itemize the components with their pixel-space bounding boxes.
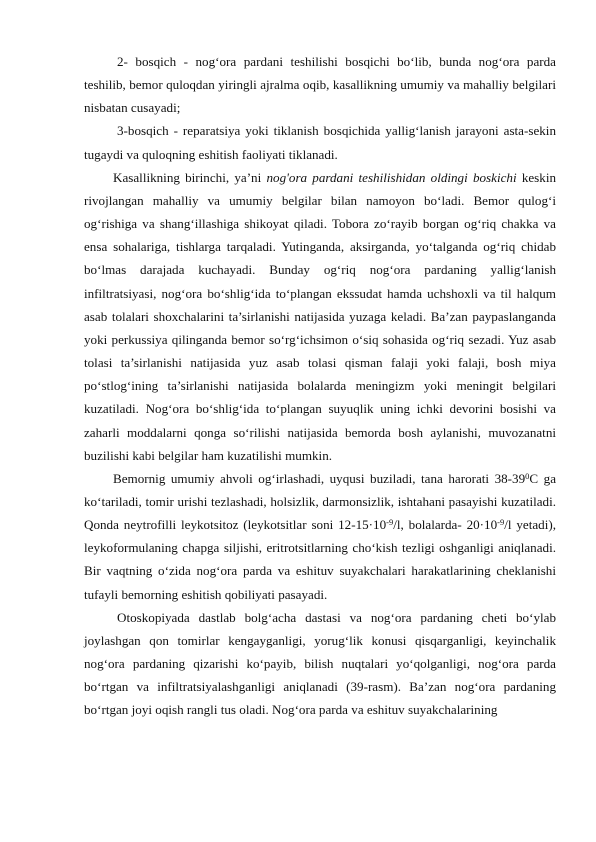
italic-term: nog'ora pardani teshilishidan oldingi boskichi <box>266 169 517 185</box>
paragraph-first-stage-symptoms <box>84 166 556 467</box>
document-page <box>84 50 556 722</box>
paragraph-stage-2: 2- bosqich - nog‘ora pardani teshilishi bosqichi bo‘lib, bunda nog‘ora parda teshilib, bemor quloqdan yiringli ajralma oqib, kasallikning umumiy va mahalliy belgilari nisbatan cusayadi; <box>84 54 556 116</box>
paragraph-otoscopy: Otoskopiyada dastlab bolg‘acha dastasi va nog‘ora pardaning cheti bo‘ylab joylashgan qon tomirlar kengayganligi, yorug‘lik konusi qisqarganligi, keyinchalik nog‘ora pardaning qizarishi ko‘payib, bilish nuqtalari yo‘qolganligi, nog‘ora parda bo‘rtgan va infiltratsiyalashganligi aniqlanadi (39-rasm). Ba’zan nog‘ora pardaning bo‘rtgan joyi oqish rangli tus oladi. Nog‘ora parda va eshituv suyakchalarining <box>84 609 556 718</box>
paragraph-text: Bemornig umumiy ahvoli og‘irlashadi, uyqusi buziladi, tana harorati 38-39 <box>113 470 526 486</box>
paragraph-text: /l yetadi), leykoformulaning chapga siljishi, eritrotsitlarning cho‘kish tezligi oshganligi aniqlanadi. Bir vaqtning o‘zida nog‘ora parda va eshituv suyakchalari harakatlarining cheklanishi tufayli bemorning eshitish qobiliyati pasayadi. <box>84 517 556 602</box>
paragraph-text: keskin rivojlangan mahalliy va umumiy belgilar bilan namoyon bo‘ladi. Bemor qulog‘i og‘rishiga va shang‘illashiga shikoyat qiladi. Tobora zo‘rayib borgan og‘riq chakka va ensa sohalariga, tishlarga tarqaladi. Yutinganda, aksirganda, yo‘talganda og‘riq chidab bo‘lmas darajada kuchayadi. Bunday og‘riq nog‘ora pardaning yallig‘lanish infiltratsiyasi, nog‘ora bo‘shlig‘ida to‘plangan ekssudat hamda uchshoxli va til halqum asab tolalari shoxchalarini ta’sirlanishi natijasida yuzaga keladi. Ba’zan paypaslanganda yoki perkussiya qilinganda bemor so‘rg‘ichsimon o‘siq sohasida og‘riq sezadi. Yuz asab tolasi ta’sirlanishi natijasida yuz asab tolasi qisman falaji yoki falaji, bosh miya po‘stlog‘ining ta’sirlanishi natijasida bolalarda meningizm yoki meningit belgilari kuzatiladi. Nog‘ora bo‘shlig‘ida to‘plangan suyuqlik uning ichki devorini bosishi va zaharli moddalarni qonga so‘rilishi natijasida bemorda bosh aylanishi, muvozanatni buzilishi kabi belgilar ham kuzatilishi mumkin. <box>84 169 557 463</box>
paragraph-text: Kasallikning birinchi, ya’ni <box>113 169 267 185</box>
exponent-superscript: -9 <box>386 517 394 528</box>
degree-superscript: 0 <box>525 470 530 481</box>
paragraph-general-condition <box>84 467 556 606</box>
paragraph-text: C ga ko‘tariladi, tomir urishi tezlashadi, holsizlik, darmonsizlik, ishtahani pasayishi kuzatiladi. Qonda neytrofilli leykotsitoz (leykotsitlar soni 12-15·10 <box>84 470 556 533</box>
paragraph-text: /l, bolalarda- 20·10 <box>393 517 498 533</box>
paragraph-stage-3: 3-bosqich - reparatsiya yoki tiklanish bosqichida yallig‘lanish jarayoni asta-sekin tugaydi va quloqning eshitish faoliyati tiklanadi. <box>84 123 556 162</box>
exponent-superscript: -9 <box>497 517 505 528</box>
